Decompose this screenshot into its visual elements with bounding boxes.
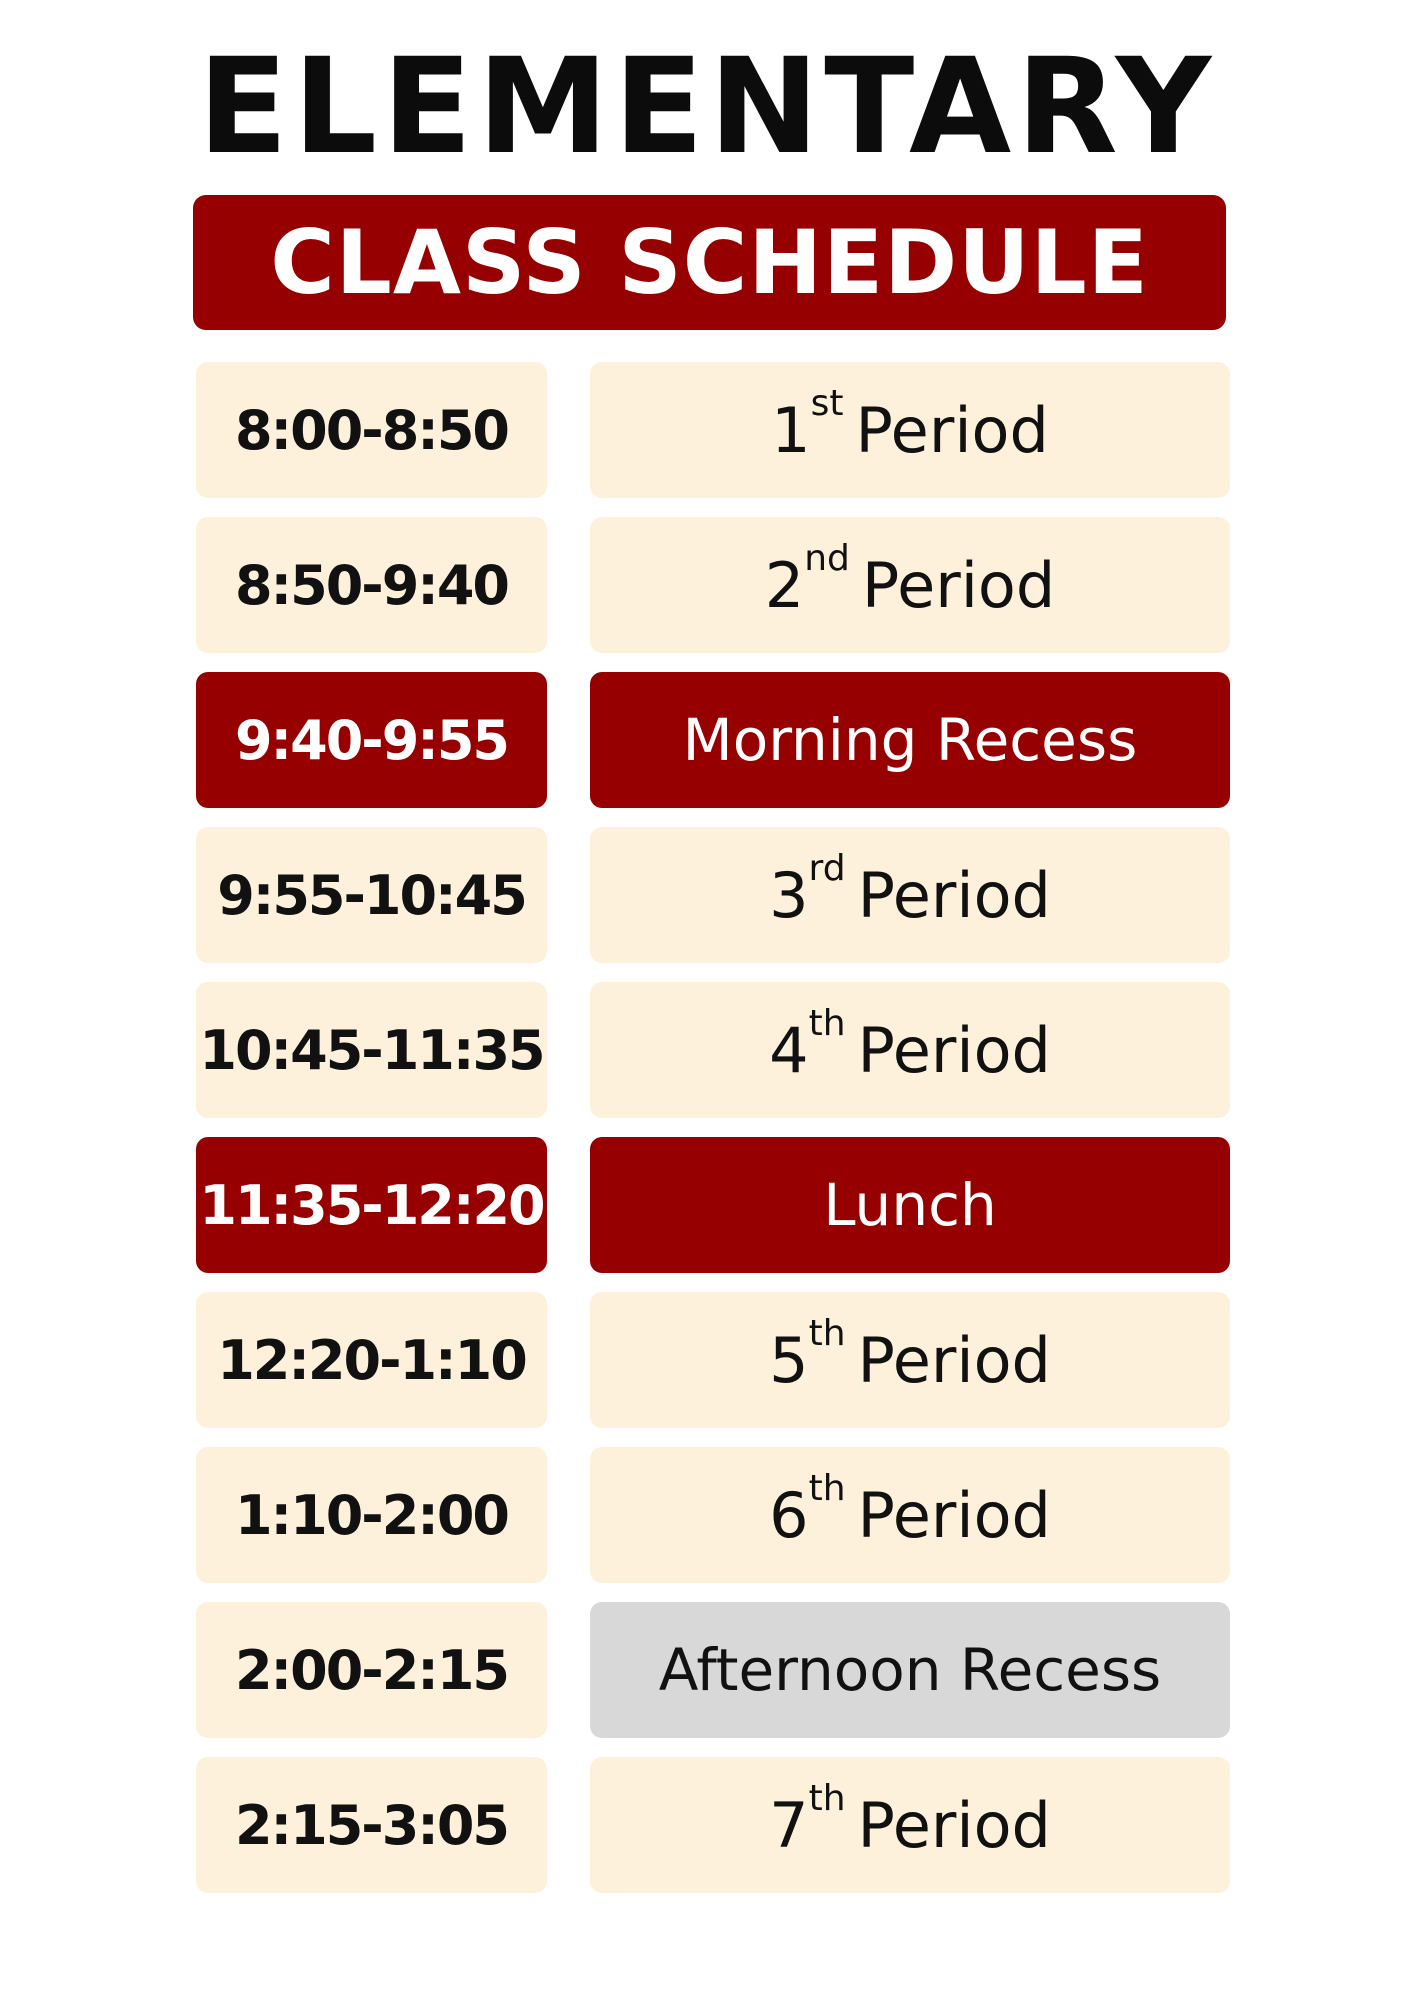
period-cell: 7 $^{th}$ Period	[590, 1757, 1230, 1893]
period-label: Period	[857, 1013, 1051, 1087]
time-cell: 1:10-2:00	[196, 1447, 547, 1583]
period-cell: 2 $^{nd}$ Period	[590, 517, 1230, 653]
time-cell: 12:20-1:10	[196, 1292, 547, 1428]
period-label: Period	[857, 1788, 1051, 1862]
period-number: 3	[769, 858, 809, 932]
period-number: 2	[764, 548, 805, 622]
period-cell: 6 $^{th}$ Period	[590, 1447, 1230, 1583]
period-label: Morning Recess	[682, 706, 1138, 774]
period-number: 5	[769, 1323, 809, 1397]
time-cell: 9:55-10:45	[196, 827, 547, 963]
schedule-row	[0, 1757, 1414, 1893]
period-cell: 3 $^{rd}$ Period	[590, 827, 1230, 963]
period-label: Period	[861, 548, 1056, 622]
time-cell: 10:45-11:35	[196, 982, 547, 1118]
page-title: ELEMENTARY	[197, 30, 1217, 184]
period-label: Period	[857, 1478, 1051, 1552]
period-cell	[590, 1602, 1230, 1738]
schedule-row	[0, 517, 1414, 653]
schedule-row	[0, 672, 1414, 808]
period-label: Period	[857, 858, 1051, 932]
time-cell: 8:00-8:50	[196, 362, 547, 498]
time-cell: 8:50-9:40	[196, 517, 547, 653]
period-cell: 4 $^{th}$ Period	[590, 982, 1230, 1118]
period-number: 7	[769, 1788, 809, 1862]
period-cell: 5 $^{th}$ Period	[590, 1292, 1230, 1428]
period-number: 6	[769, 1478, 809, 1552]
banner-title: CLASS SCHEDULE	[270, 211, 1149, 314]
schedule-row	[0, 1137, 1414, 1273]
period-cell	[590, 1137, 1230, 1273]
period-cell	[590, 672, 1230, 808]
schedule-row	[0, 1292, 1414, 1428]
period-label: Afternoon Recess	[658, 1636, 1162, 1704]
schedule-row	[0, 1602, 1414, 1738]
period-label: Lunch	[823, 1171, 997, 1239]
period-label: Period	[857, 1323, 1051, 1397]
period-cell: 1 $^{st}$ Period	[590, 362, 1230, 498]
schedule-row	[0, 1447, 1414, 1583]
schedule-row	[0, 982, 1414, 1118]
time-cell: 9:40-9:55	[196, 672, 547, 808]
schedule-row	[0, 362, 1414, 498]
period-label: Period	[855, 393, 1049, 467]
time-cell: 11:35-12:20	[196, 1137, 547, 1273]
time-cell: 2:00-2:15	[196, 1602, 547, 1738]
period-number: 4	[769, 1013, 809, 1087]
period-number: 1	[771, 393, 811, 467]
schedule-row	[0, 827, 1414, 963]
time-cell: 2:15-3:05	[196, 1757, 547, 1893]
